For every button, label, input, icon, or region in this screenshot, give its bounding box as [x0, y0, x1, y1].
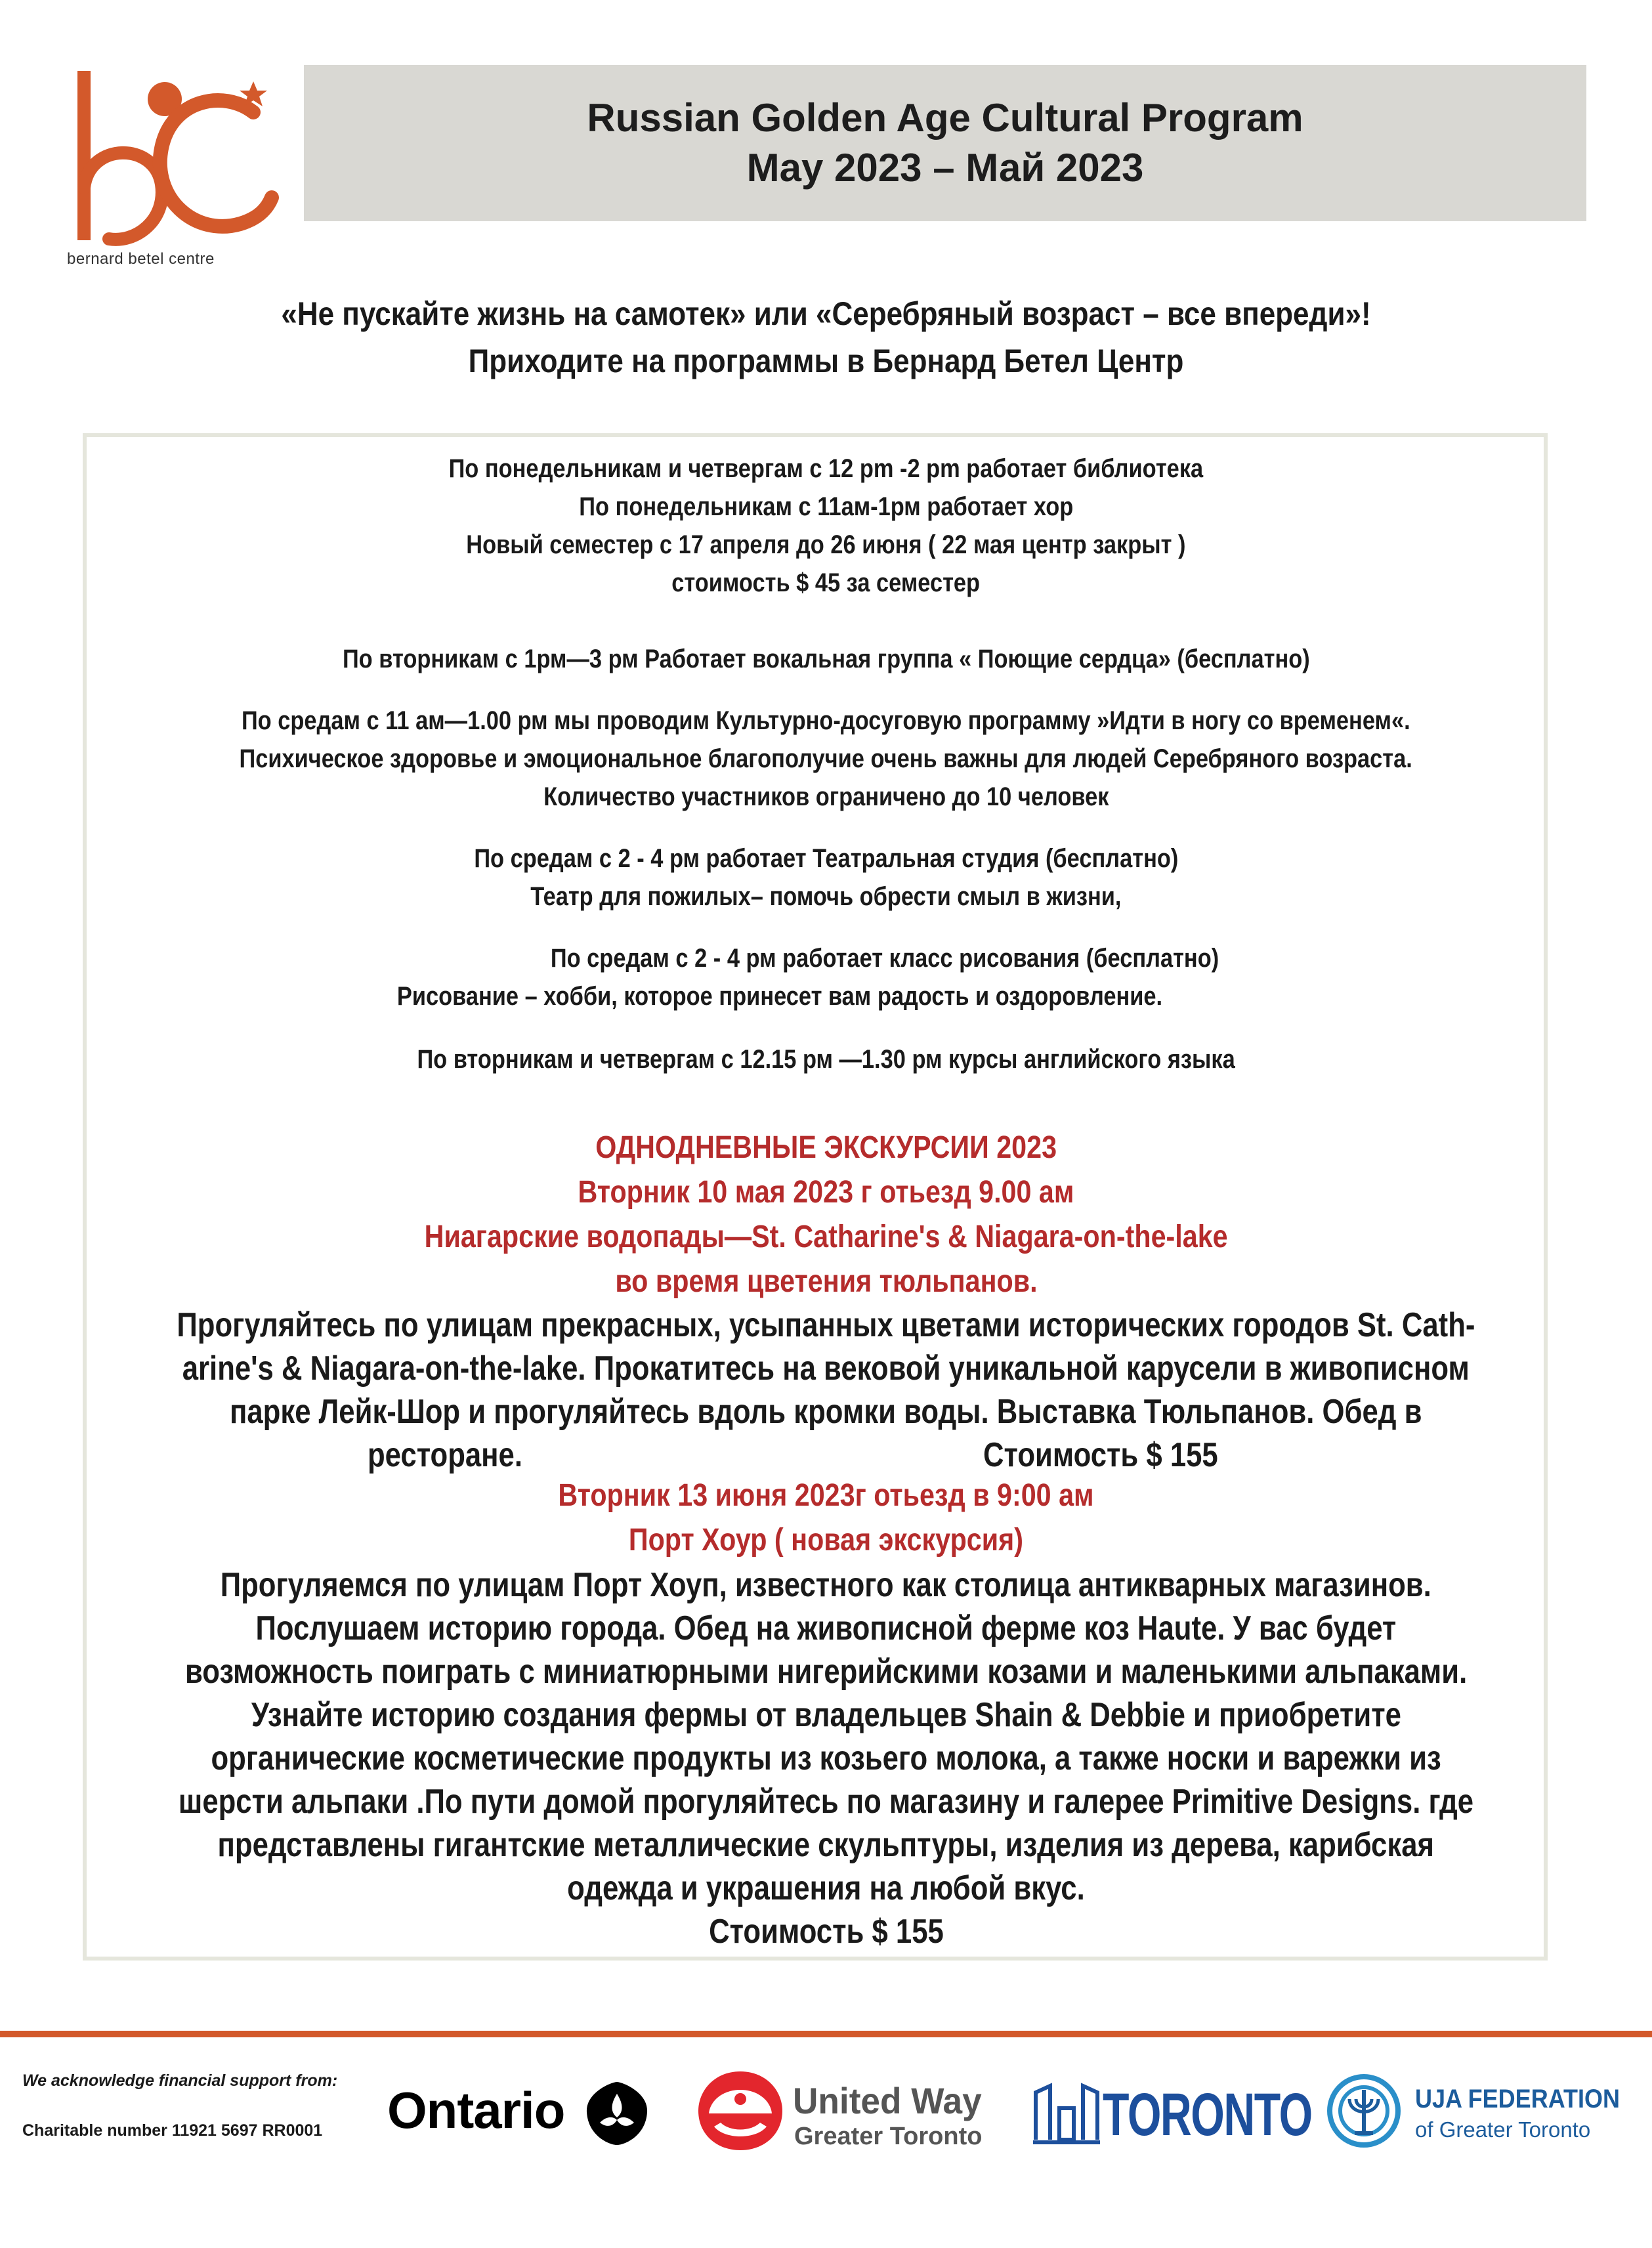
trip2-desc-line: одежда и украшения на любой вкус.: [567, 1869, 1085, 1907]
program-month: May 2023 – Май 2023: [746, 146, 1144, 190]
schedule-line: По вторникам с 1рм—3 рм Работает вокальная группа « Поющие сердца» (бесплатно): [342, 645, 1310, 673]
schedule-line: По вторникам и четвергам с 12.15 рм —1.30 рм курсы английского языка: [417, 1045, 1235, 1074]
trip2-price: Стоимость $ 155: [708, 1913, 944, 1951]
schedule-line: По средам с 2 - 4 рм работает класс рисования (бесплатно): [551, 944, 1219, 973]
united-way-subtitle: Greater Toronto: [794, 2123, 983, 2150]
program-title: Russian Golden Age Cultural Program: [587, 96, 1303, 140]
slogan-line: «Не пускайте жизнь на самотек» или «Серебряный возраст – все впереди»!: [281, 295, 1371, 332]
trillium-icon: [584, 2079, 650, 2148]
schedule-line: Новый семестер с 17 апреля до 26 июня ( 22 мая центр закрыт ): [466, 530, 1186, 559]
excursions-heading: ОДНОДНЕВНЫЕ ЭКСКУРСИИ 2023: [595, 1130, 1057, 1165]
trip1-desc-line: Прогуляйтесь по улицам прекрасных, усыпанных цветами исторических городов St. Cath-: [177, 1306, 1475, 1344]
schedule-line: Количество участников ограничено до 10 человек: [543, 782, 1109, 811]
schedule-line: Рисование – хобби, которое принесет вам радость и оздоровление.: [397, 982, 1163, 1011]
trip2-title: Порт Хоур ( новая экскурсия): [628, 1523, 1024, 1558]
uja-menorah-icon: [1326, 2073, 1402, 2149]
logo-wordmark: [67, 250, 215, 268]
trip1-date: Вторник 10 мая 2023 г отьезд 9.00 ам: [578, 1175, 1074, 1210]
trip2-date: Вторник 13 июня 2023г отьезд в 9:00 ам: [558, 1478, 1094, 1513]
logo-wordmark-text: bernard betel centre: [67, 250, 215, 268]
trip2-desc-line: Узнайте историю создания фермы от владельцев Shain & Debbie и приобретите: [251, 1696, 1401, 1734]
trip2-desc-line: представлены гигантские металлические скульптуры, изделия из дерева, карибская: [217, 1826, 1435, 1864]
schedule-line: Психическое здоровье и эмоциональное благополучие очень важны для людей Серебряного возраста.: [239, 744, 1413, 773]
program-header: [304, 65, 1586, 221]
slogan: [0, 290, 1652, 385]
united-way-icon: [694, 2068, 786, 2154]
trip2-desc-line: Прогуляемся по улицам Порт Хоуп, известного как столица антикварных магазинов.: [220, 1566, 1432, 1604]
trip2-desc-line: шерсти альпаки .По пути домой прогуляйтесь по магазину и галерее Primitive Designs. где: [178, 1783, 1474, 1821]
schedule-line: Театр для пожилых– помочь обрести смыл в жизни,: [530, 882, 1122, 911]
uja-title: UJA FEDERATION: [1415, 2085, 1620, 2113]
schedule-line: По понедельникам и четвергам с 12 pm -2 pm работает библиотека: [448, 454, 1204, 483]
charitable-number: Charitable number 11921 5697 RR0001: [22, 2121, 323, 2140]
toronto-city-hall-icon: [1030, 2074, 1103, 2146]
schedule-line: стоимость $ 45 за семестер: [671, 568, 981, 597]
slogan-line: Приходите на программы в Бернард Бетел Центр: [468, 343, 1184, 379]
schedule-line: По понедельникам с 11ам-1рм работает хор: [579, 492, 1073, 521]
trip1-desc-line: парке Лейк-Шор и прогуляйтесь вдоль кромки воды. Выставка Тюльпанов. Обед в: [230, 1393, 1422, 1431]
trip1-desc-last: ресторане.: [368, 1436, 522, 1474]
acknowledgement-text: We acknowledge financial support from:: [22, 2071, 338, 2090]
trip1-subtitle: во время цветения тюльпанов.: [614, 1264, 1038, 1299]
trip1-title: Ниагарские водопады—St. Catharine's & Niagara-on-the-lake: [424, 1219, 1228, 1254]
schedule-line: По средам с 11 ам—1.00 рм мы проводим Культурно-досуговую программу »Идти в ногу со временем«.: [242, 706, 1410, 735]
footer-divider: [0, 2031, 1652, 2037]
trip2-desc-line: Послушаем историю города. Обед на живописной ферме коз Haute. У вас будет: [255, 1609, 1397, 1647]
trip2-desc-line: органические косметические продукты из козьего молока, а также носки и варежки из: [211, 1739, 1441, 1777]
united-way-title: United Way: [793, 2080, 982, 2121]
schedule-line: По средам с 2 - 4 рм работает Театральная студия (бесплатно): [474, 844, 1178, 873]
trip2-desc-line: возможность поиграть с миниатюрными нигерийскими козами и маленькими альпаками.: [184, 1653, 1468, 1691]
ontario-logo-text: Ontario: [387, 2081, 565, 2139]
trip1-desc-line: arine's & Niagara-on-the-lake. Прокатитесь на вековой уникальной карусели в живописном: [182, 1349, 1470, 1388]
trip1-price: Стоимость $ 155: [983, 1436, 1218, 1474]
toronto-logo-text: TORONTO: [1103, 2081, 1312, 2148]
uja-subtitle: of Greater Toronto: [1415, 2117, 1591, 2142]
bernard-betel-centre-logo: [63, 63, 280, 280]
